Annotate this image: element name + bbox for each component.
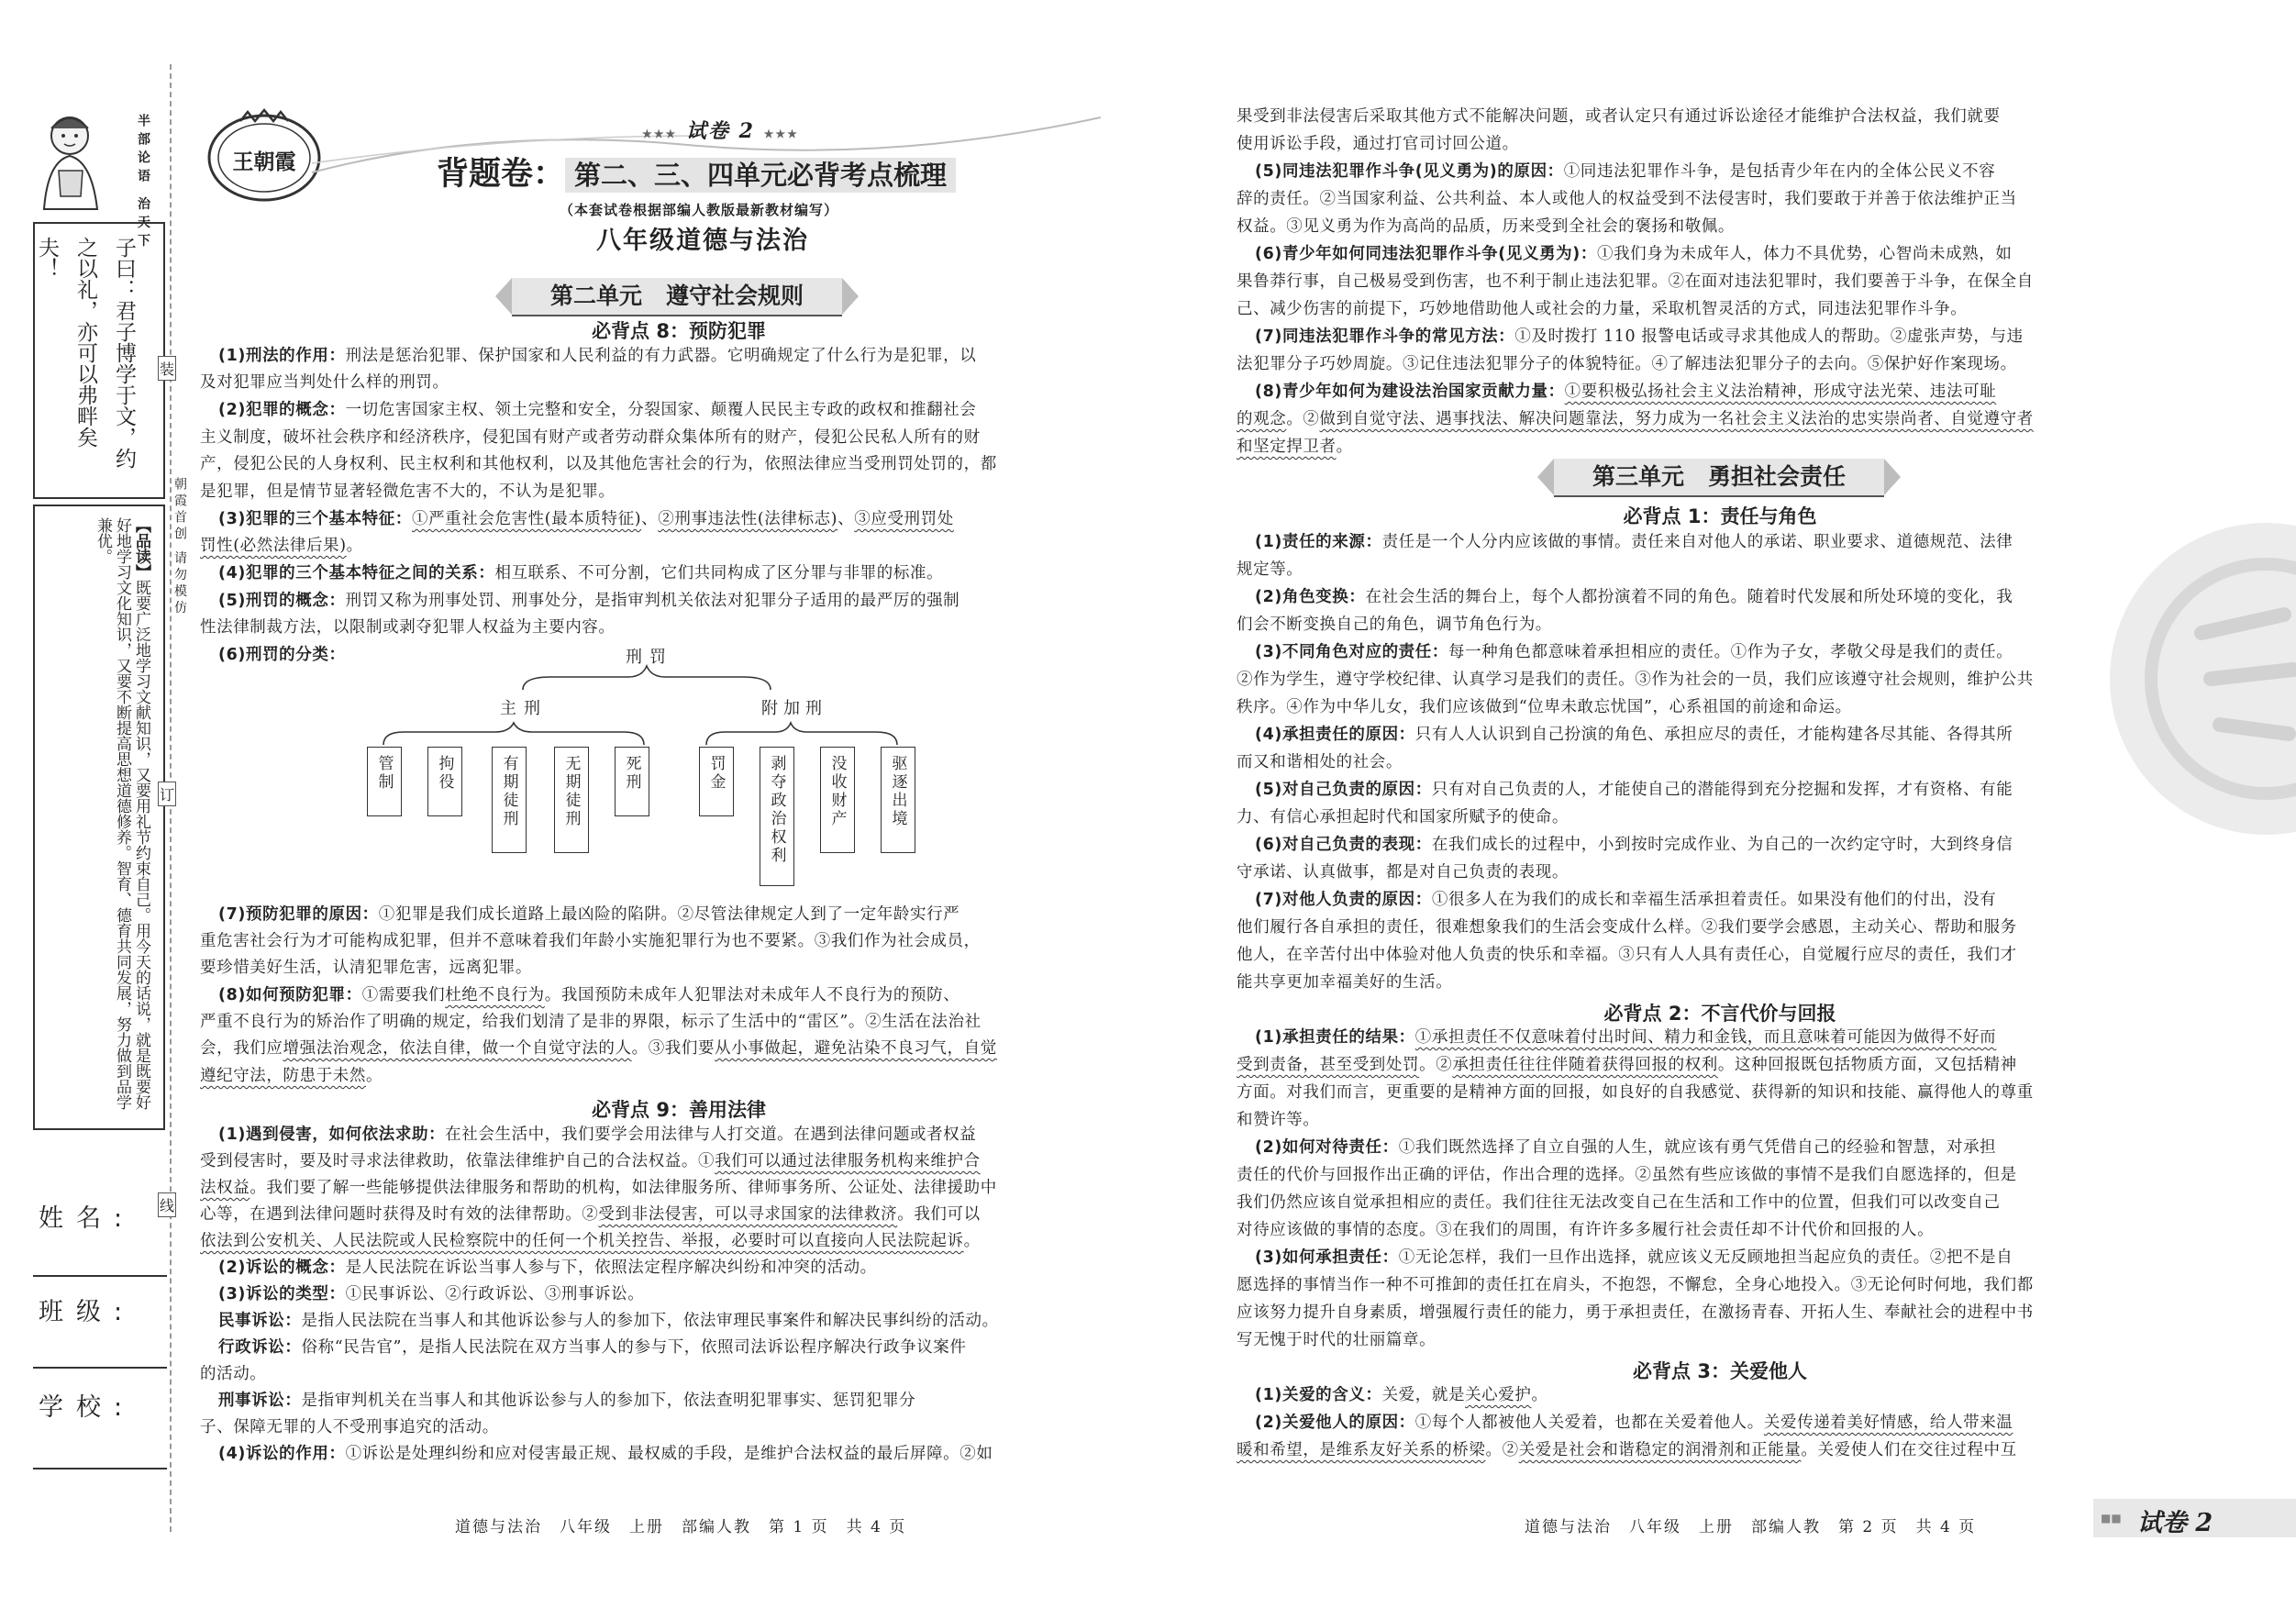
k1-line-15: 他们履行各自承担的责任，很难想象我们的生活会变成什么样。②我们要学会感恩，主动关心、帮助和服务 <box>1237 918 2017 937</box>
k3-p2-line-2: 暖和希望，是维系友好关系的桥梁。②关爱是社会和谐稳定的润滑剂和正能量。关爱使人们在交往过程中互 <box>1237 1441 2017 1459</box>
exam-banner <box>642 116 799 144</box>
binding-mark-2: 订 <box>158 782 176 806</box>
k1-line-4: 们会不断变换自己的角色，调节角色行为。 <box>1237 616 1552 634</box>
tree-main-item: 死刑 <box>615 747 649 816</box>
quote-box <box>33 222 165 499</box>
k1-line-11: 力、有信心承担起时代和国家所赋予的使命。 <box>1237 808 1569 826</box>
name-field[interactable] <box>33 1235 167 1277</box>
tab-squares: ■■ <box>2101 1512 2122 1525</box>
kp8-p8-line-4: 遵纪守法，防患于未然。 <box>200 1067 383 1085</box>
p2-q7-line-1: (7)同违法犯罪作斗争的常见方法：①及时拨打 110 报警电话或寻求其他成人的帮助。②虚张声势，与违 <box>1255 327 2024 346</box>
k2-line-6: 责任的代价与回报作出正确的评估，作出合理的选择。②虽然有些应该做的事情不是我们自愿选择的，但是 <box>1237 1166 2017 1184</box>
kp8-p7-line-3: 要珍惜美好生活，认清犯罪危害，远离犯罪。 <box>200 959 532 977</box>
p2-q8-line-2: 的观念。②做到自觉守法、遇事找法、解决问题靠法，努力成为一名社会主义法治的忠实崇尚者、自觉遵守者 <box>1237 410 2034 428</box>
page-title <box>437 149 956 196</box>
kp9-p1-line-3: 法权益。我们要了解一些能够提供法律服务和帮助的机构，如法律服务所、律师事务所、公证处、法律援助中 <box>200 1179 997 1197</box>
tree-main-item: 拘役 <box>427 747 462 816</box>
kp9-p2: (2)诉讼的概念：是人民法院在诉讼当事人参与下，依照法定程序解决纠纷和冲突的活动。 <box>218 1259 877 1277</box>
p2-q5-line-3: 权益。③见义勇为作为高尚的品质，历来受到全社会的褒扬和敬佩。 <box>1237 217 1735 236</box>
k2-line-9: (3)如何承担责任：①无论怎样，我们一旦作出选择，就应该义无反顾地担当起应负的责任。②把不是自 <box>1255 1248 2013 1267</box>
class-field[interactable] <box>33 1326 167 1369</box>
unit-3-banner: 第三单元 勇担社会责任 <box>1554 459 1884 497</box>
scholar-cartoon-icon <box>26 108 113 216</box>
kp8-line-4: 主义制度，破坏社会秩序和经济秩序，侵犯国有财产或者劳动群众集体所有的财产，侵犯公民私人所有的财 <box>200 428 981 447</box>
tree-main-item: 管制 <box>367 747 402 816</box>
kp9-p1-line-4: 心等，在遇到法律问题时获得及时有效的法律帮助。②受到非法侵害，可以寻求国家的法律救济。我们可以 <box>200 1205 981 1224</box>
k2-line-11: 应该努力提升自身素质，增强履行责任的能力，勇于承担责任，在激扬青春、开拓人生、奉献社会的进程中书 <box>1237 1303 2034 1322</box>
kp9-crim-line-1: 刑事诉讼：是指审判机关在当事人和其他诉讼参与人的参加下，依法查明犯罪事实、惩罚犯罪分 <box>218 1392 916 1410</box>
kp8-p3-line-1: (3)犯罪的三个基本特征：①严重社会危害性(最本质特征)、②刑事违法性(法律标志)、③应受刑罚处 <box>218 510 954 528</box>
kp8-line-1: (1)刑法的作用：刑法是惩治犯罪、保护国家和人民利益的有力武器。它明确规定了什么行为是犯罪，以 <box>218 347 977 365</box>
k1-line-13: 守承诺、认真做事，都是对自己负责的表现。 <box>1237 863 1569 882</box>
kp9-civil: 民事诉讼：是指人民法院在当事人和其他诉讼参与人的参加下，依法审理民事案件和解决民事纠纷的活动。 <box>218 1312 999 1330</box>
sidebar-badge <box>26 108 163 252</box>
k1-line-17: 能共享更加幸福美好的生活。 <box>1237 973 1453 992</box>
class-label: 班级: <box>39 1298 136 1326</box>
confucius-quote: 子曰：君子博学于文，约之以礼，亦可以弗畔矣夫！ <box>35 237 136 469</box>
p2-q8-line-3: 和坚定捍卫者。 <box>1237 438 1353 456</box>
edition-note: （本套试卷根据部编人教版最新教材编写） <box>560 202 839 218</box>
p2-q6-line-2: 果鲁莽行事，自己极易受到伤害，也不利于制止违法犯罪。②在面对违法犯罪时，我们要善于斗争，在保全自 <box>1237 272 2034 291</box>
tree-main-item: 有期徒刑 <box>492 747 527 853</box>
k1-line-2: 规定等。 <box>1237 560 1303 579</box>
p2-q5-line-1: (5)同违法犯罪作斗争(见义勇为)的原因：①同违法犯罪作斗争，是包括青少年在内的全体公民义不容 <box>1255 162 1996 181</box>
kp8-p4: (4)犯罪的三个基本特征之间的关系：相互联系、不可分割，它们共同构成了区分罪与非罪的标准。 <box>218 564 944 582</box>
kp9-admin-line-2: 的活动。 <box>200 1365 267 1383</box>
p2-q6-line-3: 己、减少伤害的前提下，巧妙地借助他人或社会的力量，采取机智灵活的方式，同违法犯罪作斗争。 <box>1237 300 1968 318</box>
brand-note: 朝霞首创 请勿模仿 <box>172 477 187 617</box>
page1-footer: 道德与法治 八年级 上册 部编人教 第 1 页 共 4 页 <box>455 1518 907 1536</box>
kp9-title: 必背点 9：善用法律 <box>592 1099 766 1121</box>
title-prefix: 背题卷： <box>437 156 566 193</box>
school-label: 学校: <box>39 1393 136 1422</box>
reading-label: 【品读】 <box>132 517 150 580</box>
tab-text: 试卷 2 <box>2137 1509 2213 1537</box>
tree-root: 刑罚 <box>626 648 673 667</box>
exam-banner-text: 试卷 2 <box>685 119 755 143</box>
kp8-p5-line-1: (5)刑罚的概念：刑罚又称为刑事处罚、刑事处分，是指审判机关依法对犯罪分子适用的最严厉的强制 <box>218 592 960 610</box>
k1-line-10: (5)对自己负责的原因：只有对自己负责的人，才能使自己的潜能得到充分挖掘和发挥，才有资格、有能 <box>1255 781 2013 799</box>
p2-q8-line-1: (8)青少年如何为建设法治国家贡献力量：①要积极弘扬社会主义法治精神，形成守法光荣、违法可耻 <box>1255 383 1997 401</box>
k2-line-7: 我们仍然应该自觉承担相应的责任。我们往往无法改变自己在生活和工作中的位置，但我们可以改变自己 <box>1237 1193 2001 1212</box>
school-field[interactable] <box>33 1427 167 1469</box>
k2-line-12: 写无愧于时代的壮丽篇章。 <box>1237 1331 1436 1349</box>
kp8-line-2: 及对犯罪应当判处什么样的刑罚。 <box>200 373 449 392</box>
kp8-line-6: 是犯罪，但是情节显著轻微危害不大的，不认为是犯罪。 <box>200 482 616 501</box>
watermark-emblem-icon <box>2101 514 2296 844</box>
kp9-p4: (4)诉讼的作用：①诉讼是处理纠纷和应对侵害最正规、最权威的手段，是维护合法权益的最后屏障。②如 <box>218 1445 993 1463</box>
subject-title: 八年级道德与法治 <box>596 227 809 255</box>
k1-line-14: (7)对他人负责的原因：①很多人在为我们的成长和幸福生活承担着责任。如果没有他们的付出，没有 <box>1255 891 1997 909</box>
k3-p2-line-1: (2)关爱他人的原因：①每个人都被他人关爱着，也都在关爱着他人。关爱传递着美好情感，给人带来温 <box>1255 1414 2013 1432</box>
kp9-p3: (3)诉讼的类型：①民事诉讼、②行政诉讼、③刑事诉讼。 <box>218 1285 645 1303</box>
tree-extra-item: 剥夺政治权利 <box>760 747 794 886</box>
kp9-p1-line-5: 依法到公安机关、人民法院或人民检察院中的任何一个机关控告、举报，必要时可以直接向人民法院起诉。 <box>200 1232 981 1250</box>
punishment-tree <box>367 644 936 892</box>
k1-line-5: (3)不同角色对应的责任：每一种角色都意味着承担相应的责任。①作为子女，孝敬父母是我们的责任。 <box>1255 643 2013 661</box>
title-main: 第二、三、四单元必背考点梳理 <box>565 158 956 193</box>
kp8-p3-line-2: 罚性(必然法律后果)。 <box>200 537 363 555</box>
p2-q6-line-1: (6)青少年如何同违法犯罪作斗争(见义勇为)：①我们身为未成年人，体力不具优势，心智尚未成熟，如 <box>1255 245 2013 263</box>
kp8-p7-line-2: 重危害社会行为才可能构成犯罪，但并不意味着我们年龄小实施犯罪行为也不要紧。③我们作为社会成员， <box>200 932 981 950</box>
k2-p1-line-1: (1)承担责任的结果：①承担责任不仅意味着付出时间、精力和金钱，而且意味着可能因为做得不好而 <box>1255 1028 1997 1047</box>
binding-mark-1: 装 <box>158 356 176 381</box>
kp9-p1-line-1: (1)遇到侵害，如何依法求助：在社会生活中，我们要学会用法律与人打交道。在遇到法律问题或者权益 <box>218 1126 977 1144</box>
kp9-p1-line-2: 受到侵害时，要及时寻求法律救助，依靠法律维护自己的合法权益。①我们可以通过法律服务机构来维护合 <box>200 1152 981 1170</box>
kp8-p8-line-2: 严重不良行为的矫治作了明确的规定，给我们划清了是非的界限，标示了生活中的“雷区”。②生活在法治社 <box>200 1013 982 1031</box>
name-label: 姓名: <box>39 1204 136 1233</box>
k1-line-3: (2)角色变换：在社会生活的舞台上，每个人都扮演着不同的角色。随着时代发展和所处环境的变化，我 <box>1255 588 2013 606</box>
exam-tab <box>2093 1499 2296 1537</box>
page2-footer: 道德与法治 八年级 上册 部编人教 第 2 页 共 4 页 <box>1525 1518 1977 1536</box>
k2-p1-line-3: 方面。对我们而言，更重要的是精神方面的回报，如良好的自我感觉、获得新的知识和技能、赢得他人的尊重 <box>1237 1083 2034 1102</box>
kp1-title: 必背点 1：责任与角色 <box>1623 505 1817 527</box>
p2-carry-line-2: 使用诉讼手段，通过打官司讨回公道。 <box>1237 135 1519 153</box>
k1-line-16: 他人，在辛苦付出中体验对他人负责的快乐和幸福。③只有人人具有责任心，自觉履行应尽的责任，我们才 <box>1237 946 2017 964</box>
reading-box <box>33 505 165 1130</box>
kp8-title: 必背点 8：预防犯罪 <box>592 320 766 342</box>
kp8-p8-line-1: (8)如何预防犯罪：①需要我们杜绝不良行为。我国预防未成年人犯罪法对未成年人不良行为的预防、 <box>218 986 960 1004</box>
k1-line-6: ②作为学生，遵守学校纪律、认真学习是我们的责任。③作为社会的一员，我们应该遵守社会规则，维护公共 <box>1237 671 2034 689</box>
k2-line-5: (2)如何对待责任：①我们既然选择了自立自强的人生，就应该有勇气凭借自己的经验和智慧，对承担 <box>1255 1138 1997 1157</box>
p2-q5-line-2: 辞的责任。②当国家利益、公共利益、本人或他人的权益受到不法侵害时，我们要敢于并善于依法维护正当 <box>1237 190 2017 208</box>
kp9-admin-line-1: 行政诉讼：俗称“民告官”，是指人民法院在双方当事人的参与下，依照司法诉讼程序解决行政争议案件 <box>218 1338 967 1357</box>
k1-line-12: (6)对自己负责的表现：在我们成长的过程中，小到按时完成作业、为自己的一次约定守时，大到终身信 <box>1255 836 2013 854</box>
tree-extra-item: 没收财产 <box>820 747 855 853</box>
k1-line-7: 秩序。④作为中华儿女，我们应该做到“位卑未敢忘忧国”，心系祖国的前途和命运。 <box>1237 698 1852 716</box>
reading-text <box>93 517 150 1115</box>
tree-extra-label: 附加刑 <box>761 699 827 718</box>
kp9-crim-line-2: 子、保障无罪的人不受刑事追究的活动。 <box>200 1418 499 1436</box>
logo-text: 王朝霞 <box>232 150 296 174</box>
kp3-title: 必背点 3：关爱他人 <box>1633 1360 1807 1382</box>
tree-extra-item: 罚金 <box>699 747 734 816</box>
k2-line-8: 对待应该做的事情的态度。③在我们的周围，有许许多多履行社会责任却不计代价和回报的人。 <box>1237 1221 1935 1239</box>
k2-p1-line-4: 和赞许等。 <box>1237 1111 1320 1129</box>
tree-main-label: 主刑 <box>500 699 548 718</box>
badge-text: 半部论语 治天下 <box>136 114 150 252</box>
kp2-title: 必背点 2：不言代价与回报 <box>1603 1003 1836 1025</box>
p2-q7-line-2: 法犯罪分子巧妙周旋。③记住违法犯罪分子的体貌特征。④了解违法犯罪分子的去向。⑤保护好作案现场。 <box>1237 355 2017 373</box>
tree-extra-item: 驱逐出境 <box>881 747 915 853</box>
k2-p1-line-2: 受到责备，甚至受到处罚。②承担责任往往伴随着获得回报的权利。这种回报既包括物质方面，又包括精神 <box>1237 1056 2017 1074</box>
binding-mark-3: 线 <box>158 1192 176 1217</box>
kp8-p8-line-3: 会，我们应增强法治观念，依法自律，做一个自觉守法的人。③我们要从小事做起，避免沾染不良习气，自觉 <box>200 1039 997 1058</box>
k1-line-9: 而又和谐相处的社会。 <box>1237 753 1403 771</box>
stars-left: ★★★ <box>642 128 678 140</box>
p2-carry-line-1: 果受到非法侵害后采取其他方式不能解决问题，或者认定只有通过诉讼途径才能维护合法权益，我们就要 <box>1237 107 2001 126</box>
kp8-line-5: 产，侵犯公民的人身权利、民主权利和其他权利，以及其他危害社会的行为，依照法律应当受刑罚处罚的，都 <box>200 455 997 473</box>
stars-right: ★★★ <box>763 128 799 140</box>
kp8-line-3: (2)犯罪的概念：一切危害国家主权、领土完整和安全，分裂国家、颠覆人民民主专政的政权和推翻社会 <box>218 401 977 419</box>
kp8-p7-line-1: (7)预防犯罪的原因：①犯罪是我们成长道路上最凶险的陷阱。②尽管法律规定人到了一定年龄实行严 <box>218 905 960 924</box>
k1-line-8: (4)承担责任的原因：只有人人认识到自己扮演的角色、承担应尽的责任，才能构建各尽其能、各得其所 <box>1255 726 2013 744</box>
tree-main-item: 无期徒刑 <box>554 747 589 853</box>
kp8-p6: (6)刑罚的分类： <box>218 646 346 664</box>
k1-line-1: (1)责任的来源：责任是一个人分内应该做的事情。责任来自对他人的承诺、职业要求、道德规范、法律 <box>1255 533 2013 551</box>
kp8-p5-line-2: 性法律制裁方法，以限制或剥夺犯罪人权益为主要内容。 <box>200 618 616 637</box>
reading-body: 既要广泛地学习文献知识，又要用礼节约束自己。用今天的话说，就是既要好好地学习文化知识，又要不断提高思想道德修养。智育、德育共同发展，努力做到品学兼优。 <box>94 517 150 1110</box>
unit-2-banner: 第二单元 遵守社会规则 <box>512 278 842 316</box>
k3-p1: (1)关爱的含义：关爱，就是关心爱护。 <box>1255 1386 1548 1404</box>
k2-line-10: 愿选择的事情当作一种不可推卸的责任扛在肩头，不抱怨，不懈怠，全身心地投入。③无论何时何地，我们都 <box>1237 1276 2034 1294</box>
